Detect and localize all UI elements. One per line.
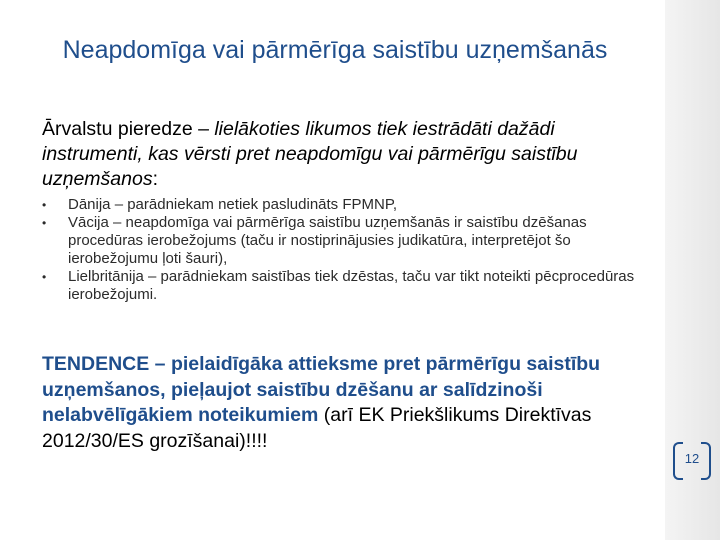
list-item-text: Vācija – neapdomīga vai pārmērīga saistību uzņemšanās ir saistību dzēšanas procedūras ierobežojums (taču ir nostiprinājusies judikatūra, interpretējot šo ierobežojumu ļoti šauri), [68, 214, 587, 267]
list-item [42, 214, 642, 268]
bullet-icon: • [42, 216, 47, 230]
list-item-text: Dānija – parādniekam netiek pasludināts FPMNP, [68, 196, 398, 213]
list-item-text: Lielbritānija – parādniekam saistības tiek dzēstas, taču var tikt noteikti pēcprocedūras ierobežojumi. [68, 268, 635, 303]
intro-emphasis: lielākoties likumos tiek iestrādāti dažādi instrumenti, kas vērsti pret neapdomīgu vai pārmērīgu saistību uzņemšanos [42, 118, 578, 190]
bullet-icon: • [42, 270, 47, 284]
slide-title: Neapdomīga vai pārmērīga saistību uzņemšanās [62, 36, 608, 64]
tendence-accent: TENDENCE – pielaidīgāka attieksme pret pārmērīgu saistību uzņemšanos, pieļaujot saistību dzēšanu ar salīdzinoši nelabvēlīgākiem noteikumiem [42, 353, 601, 426]
page-number-badge [673, 442, 711, 478]
tendence-paragraph [42, 352, 622, 454]
list-item [42, 196, 642, 214]
intro-trail: : [152, 168, 158, 190]
page-number: 12 [684, 451, 700, 466]
bullet-icon: • [42, 198, 47, 212]
intro-paragraph [42, 117, 622, 192]
country-list [42, 196, 642, 304]
intro-lead: Ārvalstu pieredze – [42, 118, 215, 140]
tendence-rest: (arī EK Priekšlikums Direktīvas 2012/30/ES grozīšanai)!!!! [42, 404, 592, 452]
list-item [42, 268, 642, 304]
